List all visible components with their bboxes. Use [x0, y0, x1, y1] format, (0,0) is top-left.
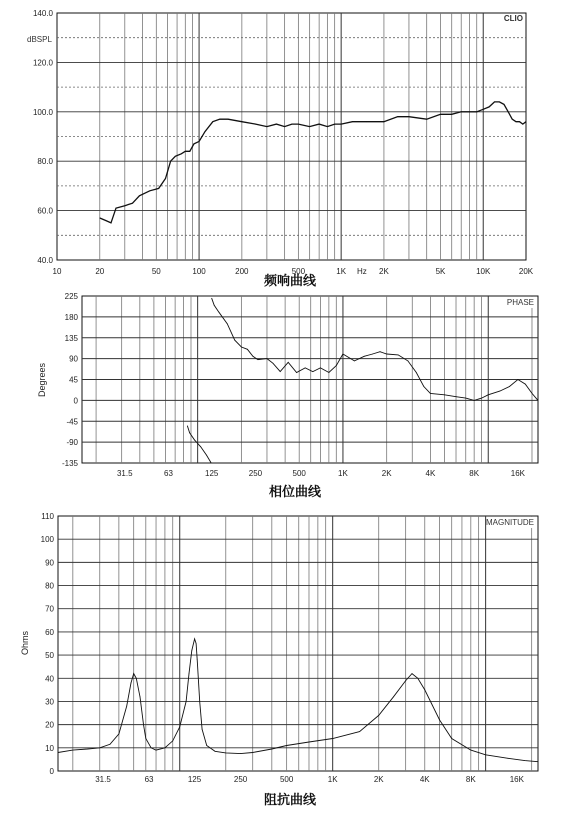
data-point	[508, 111, 509, 112]
chart-2	[37, 292, 538, 500]
x-tick-label: 20	[95, 267, 105, 276]
y-tick-label: 225	[64, 292, 78, 301]
data-point	[194, 639, 195, 640]
data-point	[199, 701, 200, 702]
data-point	[189, 151, 190, 152]
data-point	[58, 752, 59, 753]
x-tick-label: 500	[291, 267, 306, 276]
data-point	[354, 361, 355, 362]
data-point	[504, 104, 505, 105]
data-point	[359, 731, 360, 732]
plot-frame	[58, 516, 538, 771]
data-point	[334, 124, 335, 125]
x-tick-label: 100	[192, 267, 206, 276]
data-point	[397, 116, 398, 117]
data-point	[538, 400, 539, 401]
y-tick-label: 90	[69, 354, 78, 364]
data-point	[215, 751, 216, 752]
y-tick-label: 60	[45, 627, 54, 637]
chart-tag: PHASE	[506, 298, 534, 307]
data-point	[341, 124, 342, 125]
data-point	[255, 124, 256, 125]
data-point	[417, 678, 418, 679]
data-point	[119, 734, 120, 735]
data-point	[110, 744, 111, 745]
data-point	[179, 727, 180, 728]
data-point	[440, 114, 441, 115]
y-axis-label: dBSPL	[27, 35, 52, 44]
data-point	[172, 741, 173, 742]
data-point	[488, 394, 489, 395]
data-point	[185, 151, 186, 152]
data-point	[240, 753, 241, 754]
x-tick-label: 63	[144, 775, 154, 784]
y-tick-label: 40	[45, 674, 54, 684]
data-point	[405, 680, 406, 681]
data-point	[227, 323, 228, 324]
data-point	[296, 372, 297, 373]
data-point	[99, 218, 100, 219]
data-point	[522, 124, 523, 125]
y-tick-label: 135	[64, 333, 78, 343]
y-tick-label: 30	[45, 697, 54, 707]
data-point	[499, 391, 500, 392]
data-point	[292, 124, 293, 125]
x-tick-label: 200	[235, 267, 249, 276]
data-point	[524, 760, 525, 761]
data-point	[461, 111, 462, 112]
data-point	[470, 750, 471, 751]
data-point	[158, 188, 159, 189]
data-point	[202, 729, 203, 730]
y-tick-label: 90	[45, 558, 54, 568]
data-point	[309, 742, 310, 743]
data-point	[320, 368, 321, 369]
data-point	[398, 355, 399, 356]
data-point	[72, 750, 73, 751]
y-tick-label: 20	[45, 720, 54, 730]
data-point	[99, 747, 100, 748]
data-point	[516, 121, 517, 122]
chart-title: 相位曲线	[268, 485, 322, 500]
data-point	[219, 119, 220, 120]
data-point	[228, 119, 229, 120]
data-point	[525, 384, 526, 385]
x-tick-label: 16K	[510, 469, 526, 478]
data-point	[481, 398, 482, 399]
y-tick-label: 50	[45, 651, 54, 661]
data-point	[219, 312, 220, 313]
plot-frame	[57, 13, 526, 260]
data-point	[352, 121, 353, 122]
data-point	[288, 362, 289, 363]
data-point	[526, 121, 527, 122]
data-point	[196, 643, 197, 644]
data-point	[456, 396, 457, 397]
x-tick-label: 10	[52, 267, 62, 276]
y-tick-label: 140.0	[32, 9, 53, 18]
data-point	[170, 161, 171, 162]
data-point	[234, 340, 235, 341]
data-point	[105, 220, 106, 221]
data-point	[298, 124, 299, 125]
data-point	[451, 114, 452, 115]
x-tick-label: 8K	[469, 469, 480, 478]
x-tick-label: 5K	[435, 267, 446, 276]
y-tick-label: 70	[45, 604, 54, 614]
x-tick-label: 4K	[419, 775, 430, 784]
data-point	[509, 386, 510, 387]
data-point	[189, 432, 190, 433]
data-point	[508, 758, 509, 759]
data-point	[200, 446, 201, 447]
data-point	[474, 400, 475, 401]
data-point	[271, 749, 272, 750]
data-point	[494, 102, 495, 103]
x-tick-label: 2K	[379, 267, 389, 276]
data-point	[181, 153, 182, 154]
data-point	[139, 195, 140, 196]
data-point	[165, 178, 166, 179]
data-point	[499, 102, 500, 103]
data-point	[205, 131, 206, 132]
y-tick-label: 80.0	[37, 157, 53, 167]
data-point	[111, 223, 112, 224]
y-tick-label: 120.0	[32, 58, 53, 68]
data-point	[378, 715, 379, 716]
data-point	[309, 126, 310, 127]
chart-3	[20, 512, 538, 808]
data-point	[451, 738, 452, 739]
x-tick-label: 500	[292, 469, 306, 478]
x-axis-label: Hz	[357, 267, 367, 276]
x-tick-label: 125	[187, 775, 202, 784]
y-tick-label: 100	[40, 535, 54, 545]
data-point	[211, 463, 212, 464]
y-axis-label: Ohms	[20, 630, 30, 656]
data-point	[412, 673, 413, 674]
data-point	[116, 208, 117, 209]
data-point	[364, 356, 365, 357]
data-point	[286, 745, 287, 746]
data-point	[532, 393, 533, 394]
x-tick-label: 2K	[373, 775, 384, 784]
x-tick-label: 31.5	[95, 775, 111, 784]
data-point	[476, 111, 477, 112]
data-point	[483, 109, 484, 110]
data-point	[140, 696, 141, 697]
y-tick-label: 80	[45, 581, 54, 591]
y-tick-label: 10	[45, 743, 54, 753]
x-tick-label: 250	[233, 775, 248, 784]
data-point	[305, 368, 306, 369]
x-tick-label: 1K	[336, 267, 347, 276]
data-point	[332, 738, 333, 739]
y-tick-label: -45	[66, 417, 78, 427]
data-point	[133, 673, 134, 674]
data-point	[199, 141, 200, 142]
data-point	[214, 305, 215, 306]
data-point	[197, 659, 198, 660]
data-point	[191, 650, 192, 651]
data-point	[126, 706, 127, 707]
chart-tag: CLIO	[503, 14, 523, 23]
data-point	[386, 354, 387, 355]
x-tick-label: 4K	[425, 469, 436, 478]
data-point	[165, 747, 166, 748]
data-point	[124, 205, 125, 206]
data-point	[423, 386, 424, 387]
data-point	[189, 673, 190, 674]
data-point	[194, 144, 195, 145]
data-point	[485, 754, 486, 755]
data-point	[156, 750, 157, 751]
x-tick-label: 125	[205, 469, 219, 478]
y-tick-label: 180	[64, 312, 78, 322]
x-tick-label: 1K	[327, 775, 338, 784]
y-tick-label: 0	[73, 396, 78, 406]
data-point	[247, 349, 248, 350]
data-point	[211, 298, 212, 299]
data-point	[519, 121, 520, 122]
data-point	[131, 683, 132, 684]
data-point	[426, 119, 427, 120]
y-tick-label: -135	[61, 459, 78, 468]
data-point	[145, 738, 146, 739]
data-point	[225, 753, 226, 754]
data-point	[280, 371, 281, 372]
data-point	[186, 701, 187, 702]
data-point	[430, 393, 431, 394]
data-point	[409, 116, 410, 117]
data-point	[149, 190, 150, 191]
data-point	[143, 724, 144, 725]
chart-title: 阻抗曲线	[263, 793, 317, 808]
data-point	[267, 126, 268, 127]
data-point	[253, 356, 254, 357]
data-point	[343, 354, 344, 355]
data-point	[380, 351, 381, 352]
data-point	[329, 372, 330, 373]
data-point	[258, 359, 259, 360]
data-point	[241, 121, 242, 122]
x-tick-label: 16K	[509, 775, 524, 784]
data-point	[469, 111, 470, 112]
x-tick-label: 2K	[381, 469, 392, 478]
data-point	[273, 363, 274, 364]
data-point	[336, 365, 337, 366]
data-point	[151, 747, 152, 748]
x-tick-label: 63	[164, 469, 173, 478]
data-point	[416, 372, 417, 373]
data-point	[465, 398, 466, 399]
data-point	[366, 121, 367, 122]
data-point	[284, 126, 285, 127]
data-point	[424, 690, 425, 691]
data-point	[194, 439, 195, 440]
y-axis-label: Degrees	[37, 362, 47, 398]
y-tick-label: 40.0	[37, 256, 53, 265]
data-point	[408, 361, 409, 362]
data-point	[393, 696, 394, 697]
x-tick-label: 8K	[465, 775, 476, 784]
data-point	[319, 124, 320, 125]
data-point	[267, 358, 268, 359]
x-tick-label: 250	[248, 469, 263, 478]
y-tick-label: -90	[66, 438, 78, 448]
data-point	[439, 720, 440, 721]
data-point	[212, 121, 213, 122]
data-point	[175, 156, 176, 157]
data-point	[276, 124, 277, 125]
y-tick-label: 45	[69, 375, 78, 385]
data-point	[327, 126, 328, 127]
data-point	[136, 678, 137, 679]
y-tick-label: 110	[41, 512, 54, 521]
data-point	[538, 761, 539, 762]
data-point	[252, 752, 253, 753]
data-point	[187, 426, 188, 427]
chart-title: 频响曲线	[263, 274, 317, 289]
chart-1	[27, 9, 534, 289]
x-tick-label: 10K	[476, 267, 491, 276]
x-tick-label: 500	[279, 775, 294, 784]
x-tick-label: 31.5	[116, 469, 133, 478]
data-point	[384, 121, 385, 122]
y-tick-label: 60.0	[37, 206, 53, 216]
y-tick-label: 0	[49, 767, 54, 776]
data-point	[512, 119, 513, 120]
y-tick-label: 100.0	[32, 107, 53, 117]
data-point	[87, 749, 88, 750]
data-point	[132, 203, 133, 204]
x-tick-label: 50	[151, 267, 161, 276]
data-point	[518, 379, 519, 380]
data-point	[206, 455, 207, 456]
data-point	[206, 745, 207, 746]
data-point	[312, 371, 313, 372]
x-tick-label: 20K	[518, 267, 534, 276]
data-point	[241, 347, 242, 348]
chart-tag: MAGNITUDE	[486, 518, 534, 527]
data-point	[489, 107, 490, 108]
data-point	[372, 354, 373, 355]
data-point	[444, 394, 445, 395]
x-tick-label: 1K	[338, 469, 348, 478]
